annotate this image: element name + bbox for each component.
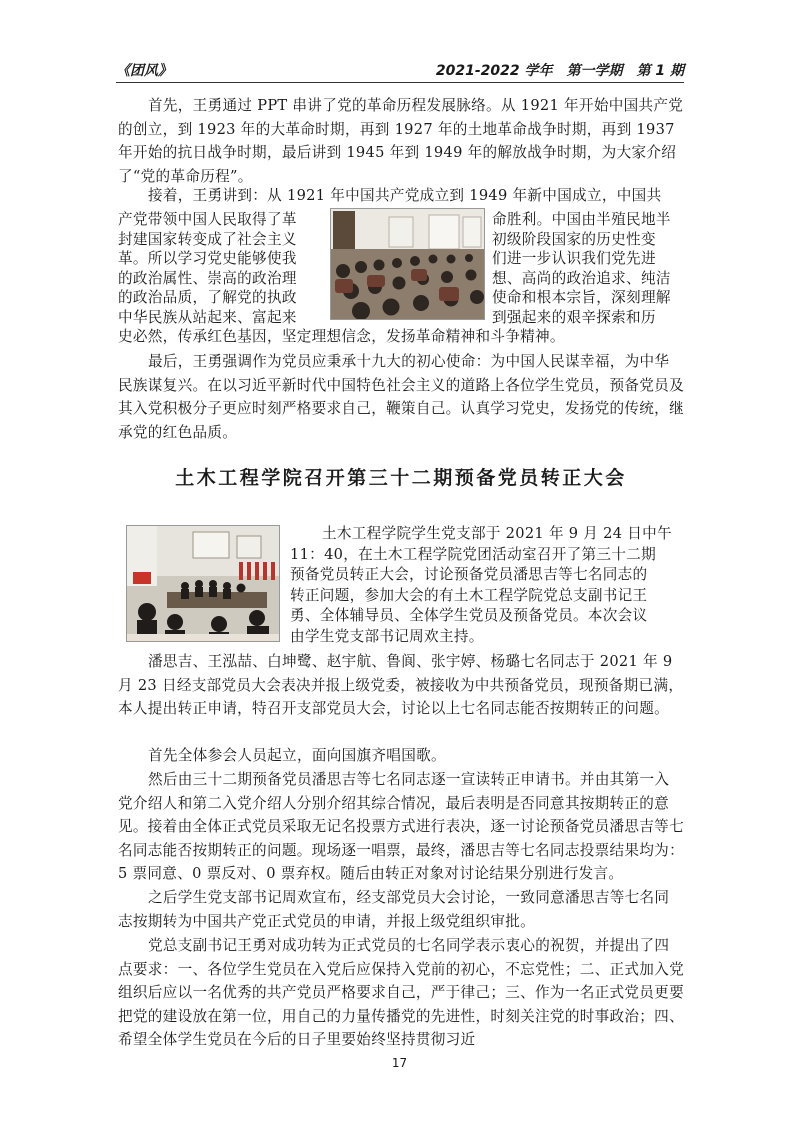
article-title: 土木工程学院召开第三十二期预备党员转正大会: [175, 467, 627, 489]
lecture-photo: [330, 208, 485, 320]
issue-info: 2021-2022 学年 第一学期 第 1 期: [435, 63, 684, 79]
wrap-line-left: 封建国家转变成了社会主义: [118, 230, 297, 248]
wrap-line-right: 使命和根本宗旨，深刻理解: [492, 289, 671, 306]
paragraph-revolution-history: 首先，王勇通过 PPT 串讲了党的革命历程发展脉络。从 1921 年开始中国共产党的创立，到 1923 年的大革命时期，再到 1927 年的土地革命战争时期，再到 1937 年开始的抗日战争时期，最后讲到 1945 年到 1949 年的解放战争时期，为大家介绍了“党的革命历程”。: [118, 97, 684, 185]
wrap-line-right: 到强起来的艰辛探索和历: [492, 308, 656, 326]
wrap-line-left: 中华民族从站起来、富起来: [118, 308, 297, 326]
intro-line: 11：40，在土木工程学院党团活动室召开了第三十二期: [290, 545, 657, 563]
wrap-line-left: 产党带领中国人民取得了革: [118, 211, 297, 228]
paragraph-candidates: 潘思吉、王泓喆、白坤鹭、赵宇航、鲁阆、张宇婷、杨璐七名同志于 2021 年 9 月 23 日经支部党员大会表决并报上级党委，被接收为中共预备党员，现预备期已满，本人提出转正申请，特召开支部党员大会，讨论以上七名同志能否按期转正的问题。: [118, 653, 684, 718]
page-header: [116, 58, 684, 83]
wrap-line-left: 的政治属性、崇高的政治理: [118, 269, 297, 287]
page-number: 17: [391, 1056, 408, 1070]
paragraph-voting: 然后由三十二期预备党员潘思吉等七名同志逐一宣读转正申请书。并由其第一入党介绍人和第二入党介绍人分别介绍其综合情况，最后表明是否同意其按期转正的意见。接着由全体正式党员采取无记名投票方式进行表决，逐一讨论预备党员潘思吉等七名同志能否按期转正的问题。现场逐一唱票，最终，潘思吉等七名同志投票结果均为：5 票同意、0 票反对、0 票弃权。随后由转正对象对讨论结果分别进行发言。: [118, 771, 684, 883]
wrap-line-right: 想、高尚的政治追求、纯洁: [492, 269, 671, 287]
journal-name: 《团风》: [116, 63, 172, 79]
intro-line: 勇、全体辅导员、全体学生党员及预备党员。本次会议: [290, 607, 648, 624]
meeting-photo: [126, 525, 280, 642]
wrap-line-right: 命胜利。中国由半殖民地半: [492, 211, 671, 228]
intro-line: 土木工程学院学生党支部于 2021 年 9 月 24 日中午: [322, 525, 672, 542]
intro-line: 由学生党支部书记周欢主持。: [290, 627, 484, 645]
paragraph-party-history-line: 接着，王勇讲到：从 1921 年中国共产党成立到 1949 年新中国成立，中国共: [148, 187, 662, 204]
paragraph-party-history-end: 史必然，传承红色基因，坚定理想信念，发扬革命精神和斗争精神。: [118, 328, 565, 345]
paragraph-anthem: 首先全体参会人员起立，面向国旗齐唱国歌。: [148, 747, 446, 764]
intro-line: 预备党员转正大会，讨论预备党员潘思吉等七名同志的: [290, 566, 648, 583]
wrap-line-left: 革。所以学习党史能够使我: [118, 250, 297, 267]
paragraph-requirements: 党总支副书记王勇对成功转为正式党员的七名同学表示衷心的祝贺，并提出了四点要求：一、各位学生党员在入党后应保持入党前的初心，不忘党性；二、正式加入党组织后应以一名优秀的共产党员严格要求自己，严于律己；三、作为一名正式党员更要把党的建设放在第一位，用自己的力量传播党的先进性，时刻关注党的时事政治；四、希望全体学生党员在今后的日子里要始终坚持贯彻习近: [118, 937, 684, 1049]
paragraph-announcement: 之后学生党支部书记周欢宣布，经支部党员大会讨论，一致同意潘思吉等七名同志按期转为中国共产党正式党员的申请，并报上级党组织审批。: [118, 889, 670, 930]
paragraph-mission: 最后，王勇强调作为党员应秉承十九大的初心使命：为中国人民谋幸福，为中华民族谋复兴。在以习近平新时代中国特色社会主义的道路上各位学生党员，预备党员及其入党积极分子更应时刻严格要求自己，鞭策自己。认真学习党史，发扬党的传统，继承党的红色品质。: [118, 353, 684, 441]
wrap-line-right: 们进一步认识我们党先进: [492, 250, 656, 267]
wrap-line-left: 的政治品质，了解党的执政: [118, 289, 297, 306]
wrap-line-right: 初级阶段国家的历史性变: [492, 230, 656, 248]
intro-line: 转正问题，参加大会的有土木工程学院党总支副书记王: [290, 586, 648, 604]
